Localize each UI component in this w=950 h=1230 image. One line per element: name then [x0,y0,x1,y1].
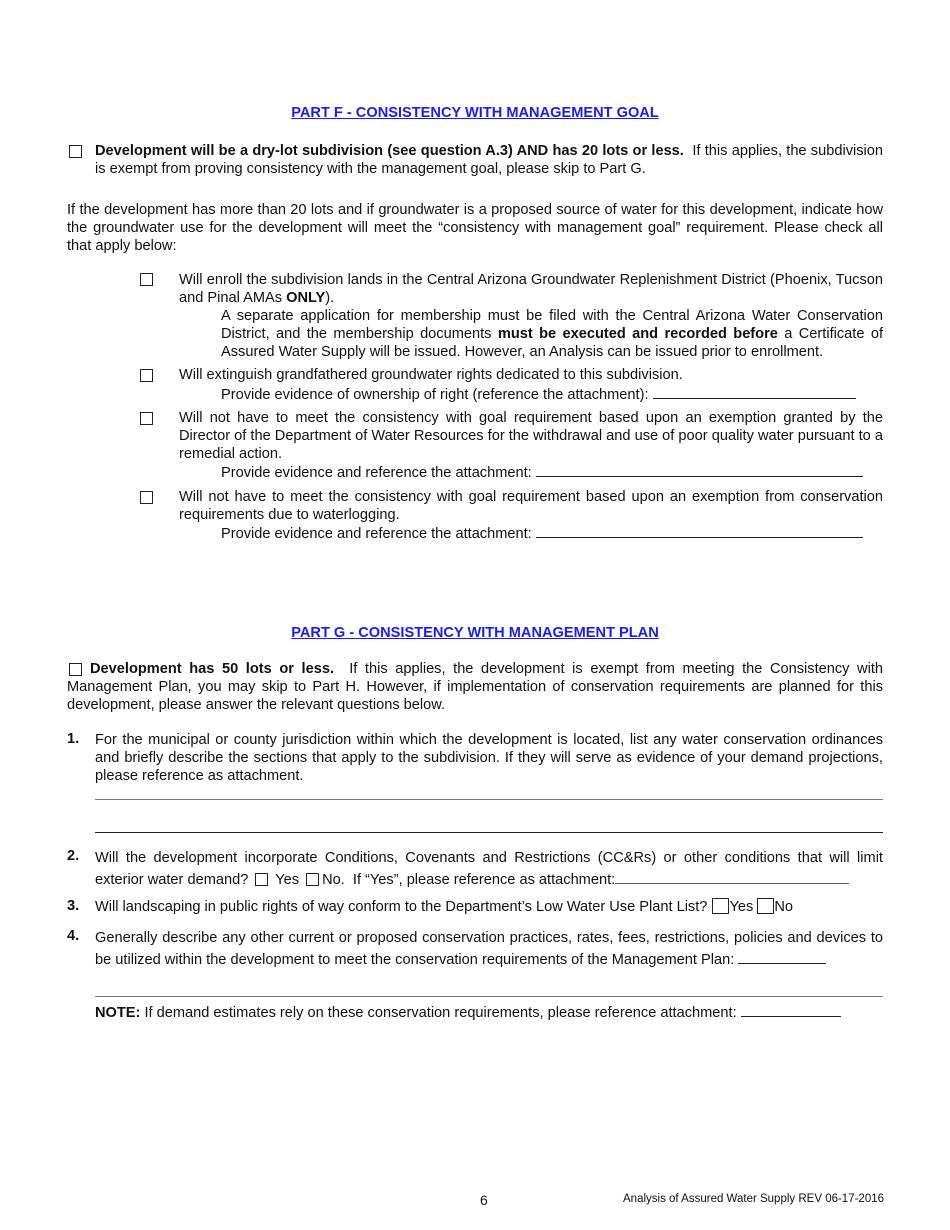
question-3-no-label: No [774,899,793,915]
cagrd-text-c: ). [325,290,335,306]
question-4-answer-blank[interactable] [738,949,826,964]
fifty-lots-rest: If this applies, the development is exempt from meeting the Consistency with Management Plan, you may skip to Part H. However, if implementation of conservation requirements are planned for this development, please answer the relevant questions below. [67,661,884,713]
fifty-lots-statement [67,660,883,714]
cagrd-sub-c: a Certificate of Assured Water Supply will be issued. However, an Analysis can be issued prior to enrollment. [221,326,883,360]
cagrd-enroll-checkbox[interactable] [140,273,153,286]
question-2-text-a: Will the development incorporate Conditions, Covenants and Restrictions (CC&Rs) or other conditions that will limit exterior water demand? [95,850,883,888]
dry-lot-statement [95,142,883,178]
question-2-yes-label: Yes [275,872,299,888]
poor-quality-water-checkbox[interactable] [140,412,153,425]
question-3-text: Will landscaping in public rights of way conform to the Department’s Low Water Use Plant List? [95,899,708,915]
poor-quality-evidence-blank[interactable] [536,462,863,477]
grandfathered-evidence-line [221,384,883,404]
cagrd-text-a: Will enroll the subdivision lands in the Central Arizona Groundwater Replenishment District (Phoenix, Tucson and Pinal AMAs [179,272,883,306]
question-3-yes-checkbox[interactable] [712,898,729,914]
grandfathered-evidence-label: Provide evidence of ownership of right (reference the attachment): [221,387,649,403]
question-1-number: 1. [67,731,80,747]
question-3-no-checkbox[interactable] [757,898,774,914]
grandfathered-rights-checkbox[interactable] [140,369,153,382]
part-f-intro: If the development has more than 20 lots and if groundwater is a proposed source of water for this development, indicate how the groundwater use for the development will meet the “consistency with management goal” requirement. Please check all that apply below: [67,202,883,254]
dry-lot-checkbox[interactable] [69,145,82,158]
question-2-yes-checkbox[interactable] [255,873,268,886]
question-3-text-line [95,898,883,916]
waterlogging-evidence-label: Provide evidence and reference the attachment: [221,526,532,542]
cagrd-only: ONLY [286,290,326,306]
question-4-number: 4. [67,928,80,944]
question-2-no-checkbox[interactable] [306,873,319,886]
waterlogging-checkbox[interactable] [140,491,153,504]
question-4-text [95,928,883,971]
cagrd-subtext [221,307,883,361]
cagrd-sub-a: A separate application for membership must be filed with the Central Arizona Water Conservation District, and the membership documents [221,308,883,342]
question-2-text [95,848,883,891]
cagrd-sub-bold: must be executed and recorded before [497,326,778,342]
poor-quality-evidence-label: Provide evidence and reference the attachment: [221,465,532,481]
dry-lot-bold: Development will be a dry-lot subdivision (see question A.3) AND has 20 lots or less. [95,143,684,159]
grandfathered-rights-text: Will extinguish grandfathered groundwater rights dedicated to this subdivision. [179,367,683,383]
cagrd-enroll-text [179,271,883,307]
grandfathered-evidence-blank[interactable] [653,384,856,399]
question-3-number: 3. [67,898,80,914]
question-1-text: For the municipal or county jurisdiction within which the development is located, list any water conservation ordinances and briefly describe the sections that apply to the subdivision. If they will serve as evidence of your demand projections, please reference as attachment. [95,732,883,784]
note-line [95,1002,883,1022]
part-f-heading: PART F - CONSISTENCY WITH MANAGEMENT GOAL [291,105,659,121]
question-4-answer-line[interactable] [95,996,883,997]
page-number: 6 [480,1192,488,1208]
document-revision-title: Analysis of Assured Water Supply REV 06-17-2016 [623,1193,885,1205]
question-1-answer-line-2[interactable] [95,832,883,833]
question-3-yes-label: Yes [729,899,754,915]
question-2-text-b: If “Yes”, please reference as attachment: [352,872,616,888]
waterlogging-evidence-blank[interactable] [536,523,863,538]
waterlogging-text: Will not have to meet the consistency with goal requirement based upon an exemption from conservation requirements due to waterlogging. [179,489,883,523]
poor-quality-water-text: Will not have to meet the consistency with goal requirement based upon an exemption granted by the Director of the Department of Water Resources for the withdrawal and use of poor quality water pursuant to a remedial action. [179,410,883,462]
question-2-no-label: No. [322,872,345,888]
waterlogging-evidence-line [221,523,883,543]
fifty-lots-bold: Development has 50 lots or less. [90,661,335,677]
note-text: If demand estimates rely on these conservation requirements, please reference attachment: [144,1005,737,1021]
part-g-heading: PART G - CONSISTENCY WITH MANAGEMENT PLAN [291,625,659,641]
question-2-attachment-blank[interactable] [615,869,849,884]
dry-lot-rest: If this applies, the subdivision is exempt from proving consistency with the management goal, please skip to Part G. [95,143,884,177]
note-label: NOTE: [95,1005,141,1021]
question-2-number: 2. [67,848,80,864]
question-1-answer-line-1[interactable] [95,799,883,800]
note-attachment-blank[interactable] [741,1002,841,1017]
poor-quality-evidence-line [221,462,883,482]
question-4-text-body: Generally describe any other current or proposed conservation practices, rates, fees, restrictions, policies and devices to be utilized within the development to meet the conservation requirements of the Management Plan: [95,930,883,968]
